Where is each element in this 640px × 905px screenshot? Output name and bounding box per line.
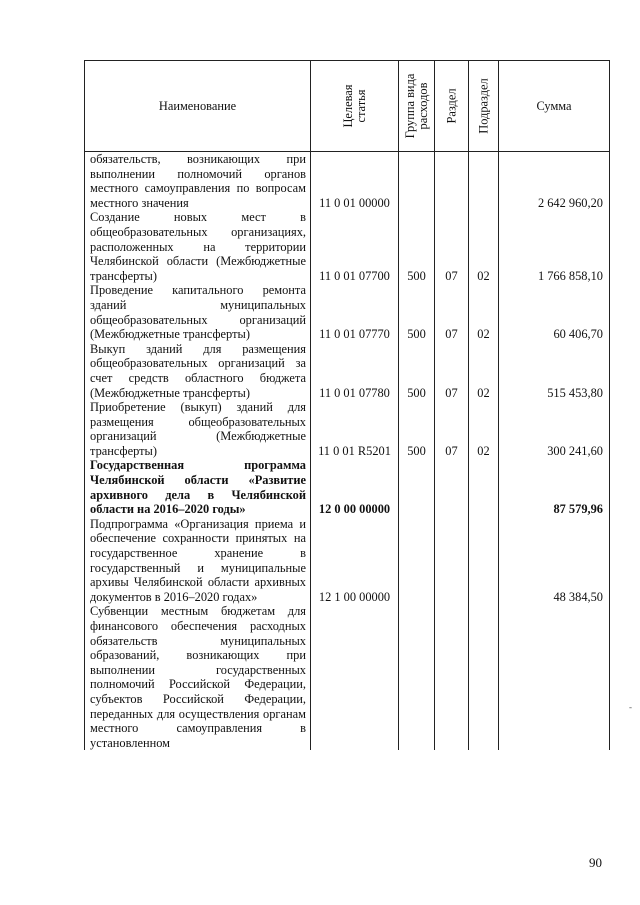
row-section: 07 (435, 210, 469, 283)
row-expense-group (399, 152, 435, 211)
row-subsection: 02 (469, 342, 499, 400)
table-row (85, 458, 610, 516)
row-sum: 60 406,70 (499, 283, 610, 341)
row-target-article: 11 0 01 00000 (311, 152, 399, 211)
table-row (85, 604, 610, 750)
header-section-label: Раздел (444, 88, 458, 124)
table-row (85, 342, 610, 400)
row-sum: 2 642 960,20 (499, 152, 610, 211)
page-number: 90 (589, 855, 602, 870)
row-target-article: 12 0 00 00000 (311, 458, 399, 516)
row-section: 07 (435, 283, 469, 341)
row-section: 07 (435, 342, 469, 400)
row-section (435, 152, 469, 211)
table-row (85, 517, 610, 605)
row-subsection: 02 (469, 400, 499, 458)
row-expense-group (399, 458, 435, 516)
header-target-line2: статья (353, 89, 368, 123)
header-subsection (469, 61, 499, 152)
row-name: Приобретение (выкуп) зданий для размещения общеобразовательных организаций (Межбюджетные трансферты) (85, 400, 311, 458)
row-section (435, 604, 469, 750)
row-target-article: 11 0 01 07780 (311, 342, 399, 400)
row-sum: 515 453,80 (499, 342, 610, 400)
header-group-line1: Группа вида (402, 73, 417, 139)
table-header-row (85, 61, 610, 152)
row-name: Субвенции местным бюджетам для финансового обеспечения расходных обязательств муниципальных образований, возникающих при выполнении государственных полномочий Российской Федерации, субъектов Российской Федерации, переданных для осуществления органам местного самоуправления в установленном (85, 604, 311, 750)
row-expense-group (399, 517, 435, 605)
row-subsection (469, 604, 499, 750)
margin-mark: - (629, 702, 632, 712)
header-name: Наименование (85, 61, 311, 152)
row-expense-group: 500 (399, 400, 435, 458)
row-subsection (469, 458, 499, 516)
row-name: обязательств, возникающих при выполнении полномочий органов местного самоуправления по вопросам местного значения (85, 152, 311, 211)
table-row (85, 283, 610, 341)
row-name: Создание новых мест в общеобразовательных организациях, расположенных на территории Челябинской области (Межбюджетные трансферты) (85, 210, 311, 283)
row-name: Выкуп зданий для размещения общеобразовательных организаций за счет средств областного бюджета (Межбюджетные трансферты) (85, 342, 311, 400)
row-expense-group: 500 (399, 283, 435, 341)
row-subsection: 02 (469, 210, 499, 283)
row-sum: 300 241,60 (499, 400, 610, 458)
header-target-line1: Целевая (340, 84, 355, 128)
row-section (435, 458, 469, 516)
row-target-article (311, 604, 399, 750)
row-sum: 87 579,96 (499, 458, 610, 516)
row-section (435, 517, 469, 605)
row-section: 07 (435, 400, 469, 458)
row-subsection: 02 (469, 283, 499, 341)
header-section (435, 61, 469, 152)
row-name: Проведение капитального ремонта зданий муниципальных общеобразовательных организаций (Межбюджетные трансферты) (85, 283, 311, 341)
row-name: Подпрограмма «Организация приема и обеспечение сохранности принятых на государственное хранение в государственный и муниципальные архивы Челябинской области архивных документов в 2016–2020 годах» (85, 517, 311, 605)
row-expense-group (399, 604, 435, 750)
table-row (85, 400, 610, 458)
row-target-article: 12 1 00 00000 (311, 517, 399, 605)
header-group-line2: расходов (415, 82, 430, 130)
row-target-article: 11 0 01 R5201 (311, 400, 399, 458)
table-row (85, 152, 610, 211)
header-target-article (311, 61, 399, 152)
row-expense-group: 500 (399, 342, 435, 400)
row-sum: 48 384,50 (499, 517, 610, 605)
row-expense-group: 500 (399, 210, 435, 283)
row-target-article: 11 0 01 07770 (311, 283, 399, 341)
row-name: Государственная программа Челябинской области «Развитие архивного дела в Челябинской области на 2016–2020 годы» (85, 458, 311, 516)
table-row (85, 210, 610, 283)
row-subsection (469, 152, 499, 211)
header-expense-group (399, 61, 435, 152)
header-subsection-label: Подраздел (476, 78, 490, 134)
row-target-article: 11 0 01 07700 (311, 210, 399, 283)
row-subsection (469, 517, 499, 605)
budget-table (84, 60, 610, 750)
row-sum: 1 766 858,10 (499, 210, 610, 283)
header-sum: Сумма (499, 61, 610, 152)
row-sum (499, 604, 610, 750)
